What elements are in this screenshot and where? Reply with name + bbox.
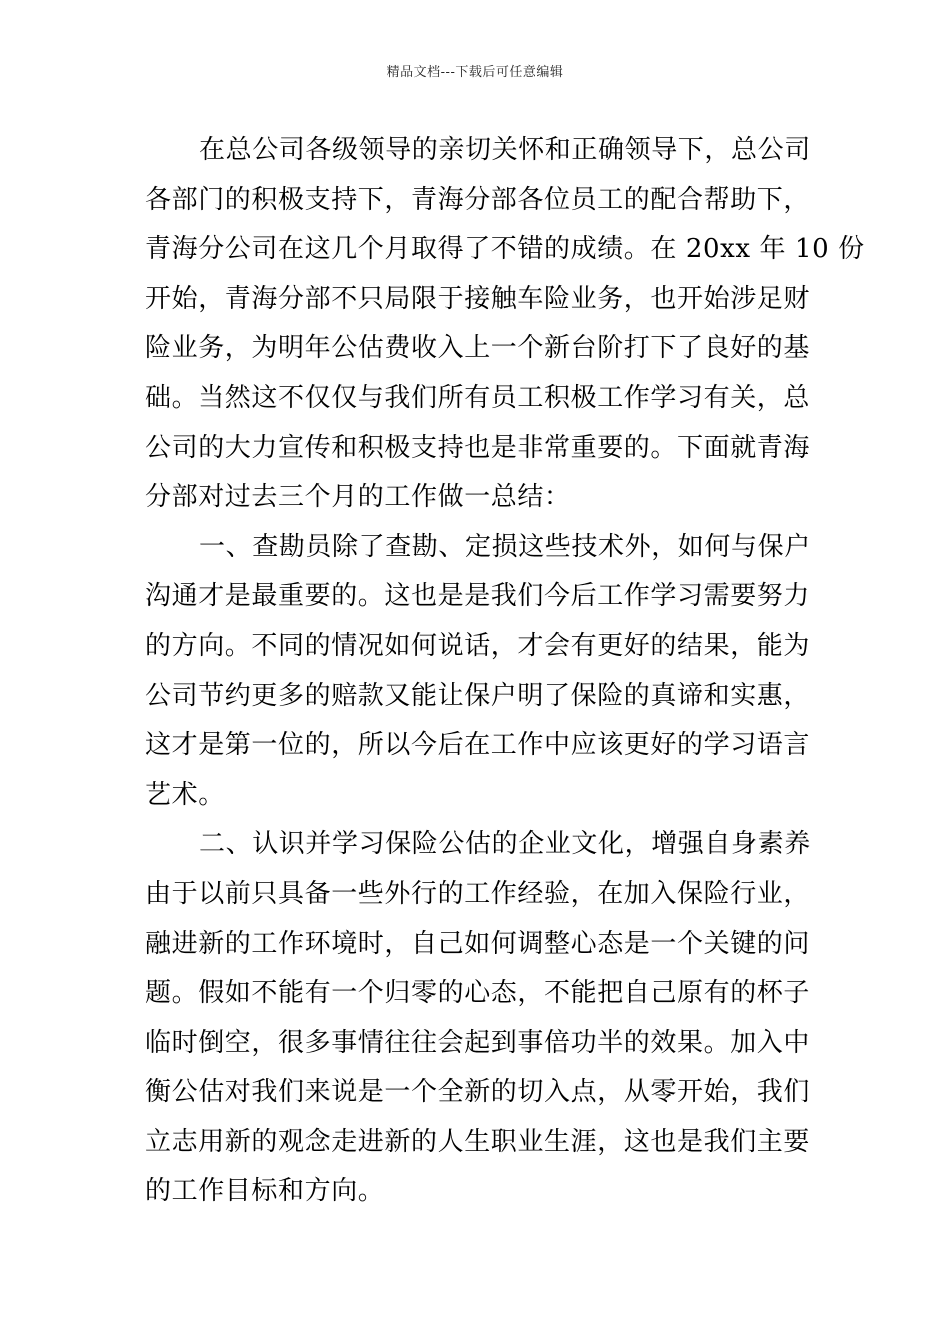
- text-line: 一、查勘员除了查勘、定损这些技术外，如何与保户: [199, 531, 811, 562]
- text-line: 沟通才是最重要的。这也是是我们今后工作学习需要努力: [145, 581, 811, 612]
- text-line: 这才是第一位的，所以今后在工作中应该更好的学习语言: [145, 730, 811, 761]
- text-line: 公司的大力宣传和积极支持也是非常重要的。下面就青海: [145, 432, 811, 463]
- text-line: 的方向。不同的情况如何说话，才会有更好的结果，能为: [145, 630, 811, 661]
- text-line: 的工作目标和方向。: [145, 1176, 385, 1207]
- text-line: 由于以前只具备一些外行的工作经验，在加入保险行业，: [145, 878, 811, 909]
- text-line: 临时倒空，很多事情往往会起到事倍功半的效果。加入中: [145, 1027, 811, 1058]
- text-line: 二、认识并学习保险公估的企业文化，增强自身素养: [199, 829, 811, 860]
- paragraph-point-one: [145, 523, 815, 821]
- text-line: 开始，青海分部不只局限于接触车险业务，也开始涉足财: [145, 283, 811, 314]
- text-line: 青海分公司在这几个月取得了不错的成绩。在 20xx 年 10 份: [145, 234, 865, 265]
- text-line: 立志用新的观念走进新的人生职业生涯，这也是我们主要: [145, 1126, 811, 1157]
- text-line: 础。当然这不仅仅与我们所有员工积极工作学习有关，总: [145, 382, 811, 413]
- text-line: 分部对过去三个月的工作做一总结：: [145, 482, 571, 513]
- text-line: 衡公估对我们来说是一个全新的切入点，从零开始，我们: [145, 1077, 811, 1108]
- text-line: 公司节约更多的赔款又能让保户明了保险的真谛和实惠，: [145, 680, 811, 711]
- text-line: 艺术。: [145, 779, 225, 810]
- paragraph-point-two: [145, 820, 815, 1217]
- paragraph-intro: [145, 126, 865, 523]
- text-line: 险业务，为明年公估费收入上一个新台阶打下了良好的基: [145, 333, 811, 364]
- text-line: 融进新的工作环境时，自己如何调整心态是一个关键的问: [145, 928, 811, 959]
- text-line: 在总公司各级领导的亲切关怀和正确领导下，总公司: [199, 135, 811, 165]
- text-line: 题。假如不能有一个归零的心态，不能把自己原有的杯子: [145, 978, 811, 1009]
- text-line: 各部门的积极支持下，青海分部各位员工的配合帮助下，: [145, 184, 811, 215]
- document-body: [145, 126, 865, 1217]
- page-header: 精品文档---下载后可任意编辑: [386, 65, 564, 80]
